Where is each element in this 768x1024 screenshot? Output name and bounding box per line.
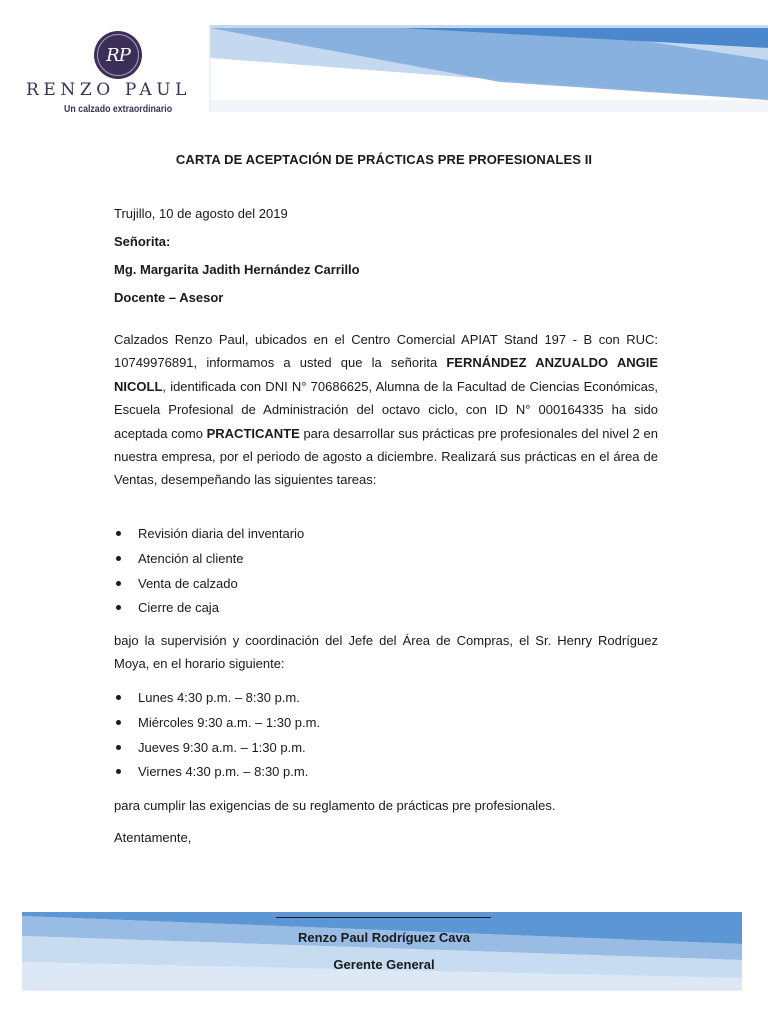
bullet-icon: [116, 556, 121, 561]
bullet-icon: [116, 769, 121, 774]
list-item: Lunes 4:30 p.m. – 8:30 p.m.: [114, 690, 614, 715]
date-line: Trujillo, 10 de agosto del 2019: [114, 206, 288, 221]
recipient-name: Mg. Margarita Jadith Hernández Carrillo: [114, 262, 360, 277]
body-1-text-b: , identificada con DNI N° 70686625, Alumna de la Facultad de Ciencias Económicas, Escuela Profesional de Administración del octavo ciclo, con ID N° 000164335 ha sido aceptada como: [114, 378, 658, 441]
signer-title: Gerente General: [333, 957, 435, 972]
bullet-icon: [116, 605, 121, 610]
letter-title: CARTA DE ACEPTACIÓN DE PRÁCTICAS PRE PROFESIONALES II: [175, 152, 593, 167]
schedule-list: [114, 690, 614, 789]
practicante-label: PRACTICANTE: [206, 425, 300, 441]
body-paragraph-2: bajo la supervisión y coordinación del Jefe del Área de Compras, el Sr. Henry Rodríguez Moya, en el horario siguiente:: [114, 633, 658, 672]
header-band-white: [210, 100, 768, 112]
list-item: Atención al cliente: [114, 551, 614, 576]
list-item: Jueves 9:30 a.m. – 1:30 p.m.: [114, 740, 614, 765]
footer-decoration: [0, 900, 768, 1000]
body-1-text-a: Calzados Renzo Paul, ubicados en el Centro Comercial APIAT Stand 197 - B con RUC: 10749976891, informamos a usted que la señorita: [114, 332, 658, 371]
body-paragraph-3: para cumplir las exigencias de su reglamento de prácticas pre profesionales.: [114, 798, 556, 813]
bullet-icon: [116, 581, 121, 586]
closing: Atentamente,: [114, 830, 192, 845]
list-item: Miércoles 9:30 a.m. – 1:30 p.m.: [114, 715, 614, 740]
recipient-role: Docente – Asesor: [114, 290, 224, 305]
company-logo: [26, 28, 216, 123]
salutation: Señorita:: [114, 234, 171, 249]
list-item: Venta de calzado: [114, 576, 614, 601]
bullet-icon: [116, 720, 121, 725]
signer-name: Renzo Paul Rodríguez Cava: [298, 930, 470, 945]
signature-line: [276, 917, 491, 918]
bullet-icon: [116, 745, 121, 750]
logo-monogram: RP: [94, 31, 142, 79]
body-1-text-c: para desarrollar sus prácticas pre profesionales del nivel 2 en nuestra empresa, por el periodo de agosto a diciembre. Realizará sus prácticas en el área de Ventas, desempeñando las siguientes tareas:: [114, 425, 658, 488]
list-item: Revisión diaria del inventario: [114, 526, 614, 551]
logo-company-name: RENZO PAUL: [26, 80, 192, 100]
tasks-list: [114, 526, 614, 625]
list-item: Viernes 4:30 p.m. – 8:30 p.m.: [114, 764, 614, 789]
bullet-icon: [116, 695, 121, 700]
list-item: Cierre de caja: [114, 600, 614, 625]
body-paragraph-1: [114, 328, 658, 492]
bullet-icon: [116, 531, 121, 536]
logo-tagline: Un calzado extraordinario: [64, 104, 173, 115]
student-name: FERNÁNDEZ ANZUALDO ANGIE NICOLL: [114, 355, 659, 394]
